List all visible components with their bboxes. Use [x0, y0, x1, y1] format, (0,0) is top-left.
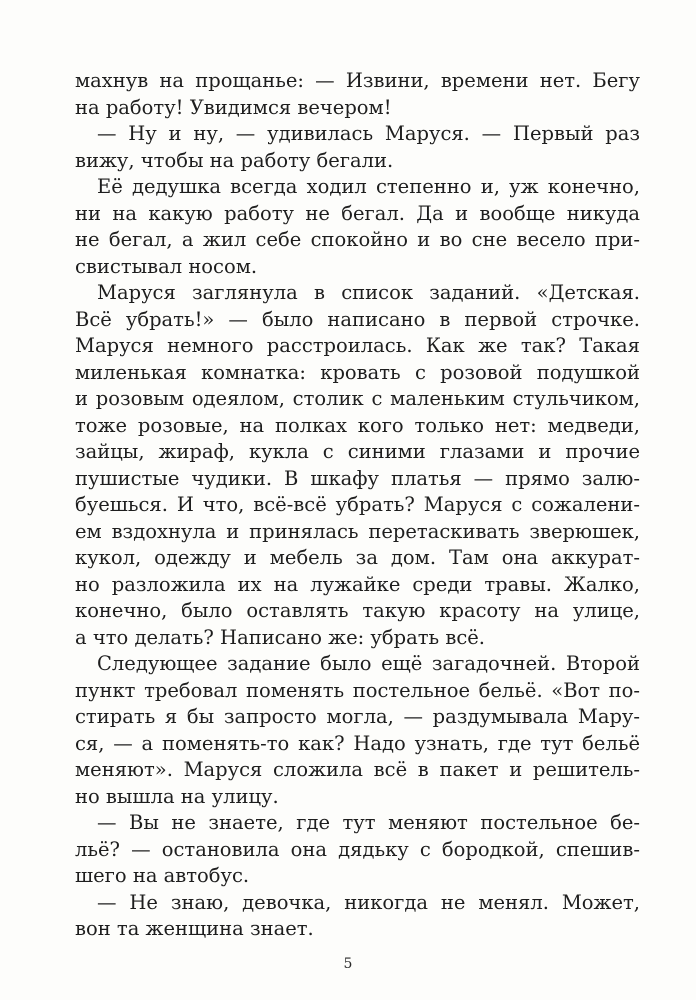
text-line: стирать я бы запросто могла, — раздумывала Мару-	[75, 705, 640, 728]
paragraph	[75, 810, 640, 890]
text-line: кукол, одежду и мебель за дом. Там она аккурат-	[75, 546, 640, 569]
text-line: не бегал, а жил себе спокойно и во сне весело при-	[75, 228, 640, 251]
text-line: конечно, было оставлять такую красоту на улице,	[75, 599, 640, 622]
text-line: ся, — а поменять-то как? Надо узнать, где тут бельё	[75, 731, 640, 755]
text-line: — Ну и ну, — удивилась Маруся. — Первый раз	[97, 122, 640, 145]
text-line: пушистые чудики. В шкафу платья — прямо залю-	[75, 466, 640, 490]
text-line: Следующее задание было ещё загадочней. Второй	[97, 652, 640, 675]
text-line: Всё убрать!» — было написано в первой строчке.	[75, 307, 640, 331]
body-text	[75, 68, 640, 943]
text-line: — Не знаю, девочка, никогда не менял. Может,	[97, 890, 640, 914]
page-number: 5	[343, 956, 353, 972]
text-line: зайцы, жираф, кукла с синими глазами и прочие	[75, 440, 640, 463]
text-line: а что делать? Написано же: убрать всё.	[75, 625, 485, 649]
text-line: буешься. И что, всё-всё убрать? Маруся с сожалени-	[75, 493, 640, 516]
text-line: пункт требовал поменять постельное бельё. «Вот по-	[75, 678, 640, 702]
text-line: миленькая комнатка: кровать с розовой подушкой	[75, 360, 640, 384]
text-line: но разложила их на лужайке среди травы. Жалко,	[75, 572, 640, 596]
text-line: тоже розовые, на полках кого только нет: медведи,	[75, 413, 640, 437]
text-line: махнув на прощанье: — Извини, времени нет. Бегу	[75, 69, 640, 92]
text-line: свистывал носом.	[75, 254, 258, 278]
text-line: ни на какую работу не бегал. Да и вообще никуда	[75, 201, 640, 225]
text-line: на работу! Увидимся вечером!	[75, 95, 392, 119]
text-line: но вышла на улицу.	[75, 784, 279, 808]
text-line: Маруся заглянула в список заданий. «Детская.	[97, 281, 640, 304]
paragraph	[75, 68, 640, 121]
text-line: льё? — остановила она дядьку с бородкой, спешив-	[75, 837, 640, 861]
text-line: вижу, чтобы на работу бегали.	[75, 148, 394, 172]
text-line: шего на автобус.	[75, 864, 250, 887]
paragraph	[75, 280, 640, 651]
paragraph	[75, 651, 640, 810]
paragraph	[75, 121, 640, 174]
text-line: Её дедушка всегда ходил степенно и, уж конечно,	[97, 175, 640, 198]
text-line: — Вы не знаете, где тут меняют постельное бе-	[97, 811, 640, 834]
paragraph	[75, 174, 640, 280]
text-line: ем вздохнула и принялась перетаскивать зверюшек,	[75, 519, 640, 543]
text-line: меняют». Маруся сложила всё в пакет и решитель-	[75, 758, 640, 781]
text-line: и розовым одеялом, столик с маленьким стульчиком,	[75, 387, 640, 410]
paragraph	[75, 890, 640, 943]
text-line: Маруся немного расстроилась. Как же так? Такая	[75, 334, 640, 357]
text-line: вон та женщина знает.	[75, 917, 314, 940]
